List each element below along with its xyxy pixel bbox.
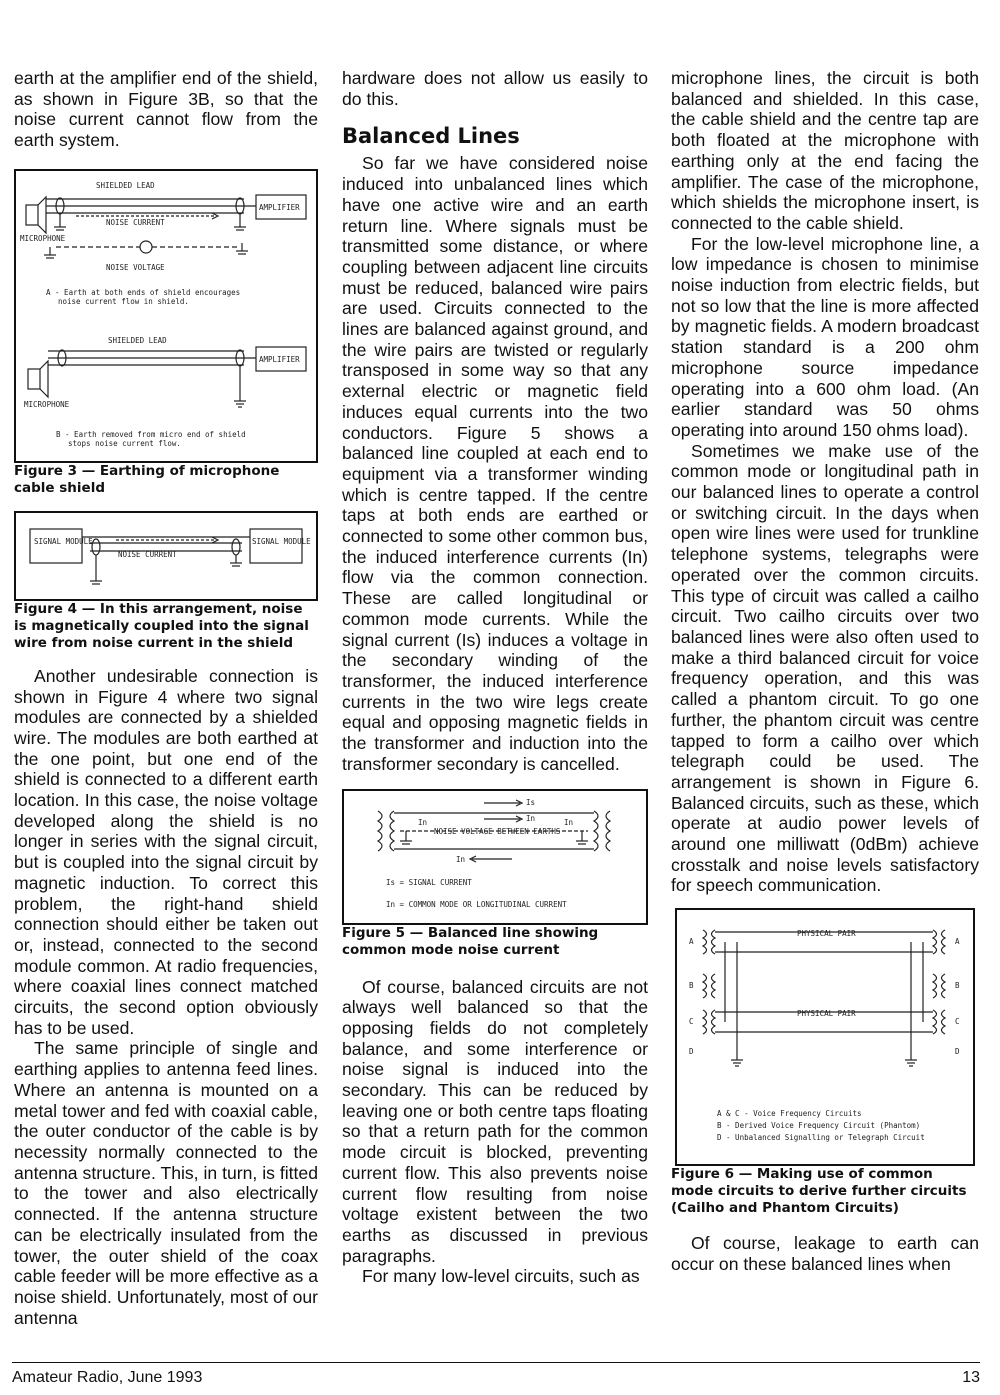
fig6-physical-pair-1: PHYSICAL PAIR (797, 929, 856, 939)
paragraph: For the low-level microphone line, a low impedance is chosen to minimise noise induction from electric fields, but not so low that the line is more affected by magnetic fields. A modern broadcast station standard is a 200 ohm microphone source impedance operating into a 600 ohm load. (An earlier standard was 50 ohms operating into around 150 ohms load). (671, 233, 979, 440)
fig6-legend-2: B - Derived Voice Frequency Circuit (Phantom) (717, 1121, 921, 1131)
figure-6 (675, 908, 975, 1166)
fig5-is-label: Is (526, 797, 536, 807)
publication-info: Amateur Radio, June 1993 (12, 1369, 203, 1386)
column-2 (342, 68, 648, 1287)
figure-5-diagram (344, 791, 646, 923)
fig3-a-noise-voltage: NOISE VOLTAGE (106, 262, 165, 272)
fig4-signal-module-right: SIGNAL MODULE (252, 536, 311, 546)
paragraph: So far we have considered noise induced into unbalanced lines which have one active wire and an earth return line. Where signals must be transmitted some distance, or where coupling between adjacent line circuits must be reduced, balanced wire pairs are used. Circuits connected to the lines are balanced against ground, and the wire pairs are twisted or regularly transposed in some way so that any external electric or magnetic field induces equal currents into the two conductors. Figure 5 shows a balanced line coupled at each end to equipment via a transformer winding which is centre tapped. If the centre taps at both ends are earthed or connected to some other common bus, the induced interference currents (In) flow via the common connection. These are called longitudinal or common mode currents. While the signal current (Is) induces a voltage in the secondary winding of the transformer, the induced interference currents in the two wire legs create equal and opposing magnetic fields in the transformer and induction into the transformer secondary is cancelled. (342, 153, 648, 774)
fig3-b-amplifier: AMPLIFIER (259, 354, 300, 364)
fig6-physical-pair-2: PHYSICAL PAIR (797, 1009, 856, 1019)
column-1 (14, 68, 318, 1328)
column-3 (671, 68, 979, 1275)
fig6-label-a-right: A (955, 937, 960, 947)
paragraph: Of course, balanced circuits are not always well balanced so that the opposing fields do not completely balance, and some interference or noise signal is induced into the secondary. This can be reduced by leaving one or both centre taps floating so that a return path for the common mode circuit is blocked, preventing current flow. This also prevents noise current flow resulting from noise voltage existent between the two earths as discussed in previous paragraphs. (342, 976, 648, 1266)
figure-5-caption: Figure 5 — Balanced line showing common mode noise current (342, 924, 599, 958)
figure-4-diagram (16, 513, 316, 599)
fig5-in-label-top: In (526, 813, 536, 823)
figure-6-caption: Figure 6 — Making use of common mode circuits to derive further circuits (Cailho and Phantom Circuits) (671, 1166, 967, 1217)
figure-3-caption: Figure 3 — Earthing of microphone cable shield (14, 462, 280, 496)
fig5-noise-voltage: NOISE VOLTAGE BETWEEN EARTHS (434, 826, 561, 836)
fig3-b-microphone: MICROPHONE (24, 399, 70, 409)
figure-5 (342, 789, 648, 925)
fig6-label-d-right: D (955, 1047, 960, 1057)
fig3-b-note-line2: stops noise current flow. (68, 438, 181, 448)
figure-3-diagram (16, 171, 316, 461)
fig5-in-label-bottom: In (456, 854, 466, 864)
fig4-noise-current: NOISE CURRENT (118, 549, 177, 559)
figure-4-caption: Figure 4 — In this arrangement, noise is magnetically coupled into the signal wire from noise current in the shield (14, 600, 309, 651)
fig6-label-c-right: C (955, 1017, 960, 1027)
fig6-label-c-left: C (689, 1017, 694, 1027)
fig3-a-shielded-lead: SHIELDED LEAD (96, 180, 155, 190)
fig3-a-note-line2: noise current flow in shield. (58, 296, 189, 306)
paragraph: For many low-level circuits, such as (362, 1266, 640, 1287)
paragraph: Of course, leakage to earth can occur on these balanced lines when (671, 1233, 979, 1274)
paragraph: microphone lines, the circuit is both balanced and shielded. In this case, the cable shield and the centre tap are both floated at the microphone with earthing only at the end facing the amplifier. The case of the microphone, which shields the microphone insert, is connected to the cable shield. (671, 68, 979, 233)
fig6-legend-3: D - Unbalanced Signalling or Telegraph Circuit (717, 1133, 925, 1143)
fig3-a-noise-current: NOISE CURRENT (106, 217, 165, 227)
page-number: 13 (962, 1369, 980, 1386)
fig5-in-label-left: In (418, 817, 428, 827)
fig3-a-note-line1: A - Earth at both ends of shield encourages (46, 287, 241, 297)
fig5-legend-in: In = COMMON MODE OR LONGITUDINAL CURRENT (386, 899, 567, 909)
fig6-legend-1: A & C - Voice Frequency Circuits (717, 1109, 862, 1119)
fig6-label-b-left: B (689, 981, 694, 991)
fig5-in-label-right: In (564, 817, 574, 827)
fig3-b-note-line1: B - Earth removed from micro end of shield (56, 429, 246, 439)
fig6-label-d-left: D (689, 1047, 694, 1057)
paragraph: earth at the amplifier end of the shield, as shown in Figure 3B, so that the noise current cannot flow from the earth system. (14, 68, 318, 151)
paragraph: hardware does not allow us easily to do this. (342, 68, 648, 109)
fig4-signal-module-left: SIGNAL MODULE (34, 536, 93, 546)
figure-4 (14, 511, 318, 601)
fig3-a-amplifier: AMPLIFIER (259, 202, 300, 212)
fig5-legend-is: Is = SIGNAL CURRENT (386, 877, 472, 887)
paragraph: Another undesirable connection is shown in Figure 4 where two signal modules are connected by a shielded wire. The modules are both earthed at the one point, but one end of the shield is connected to a different earth location. In this case, the noise voltage developed along the shield is no longer in series with the signal circuit, but is coupled into the signal circuit by magnetic induction. To correct this problem, the right-hand shield connection should either be taken out or, instead, connected to the second module common. At radio frequencies, where coaxial lines connect matched circuits, the second option obviously has to be used. (14, 665, 318, 1038)
fig3-a-microphone: MICROPHONE (20, 233, 66, 243)
fig6-label-b-right: B (955, 981, 960, 991)
section-heading: Balanced Lines (342, 124, 520, 149)
paragraph: The same principle of single and earthing applies to antenna feed lines. Where an antenna is mounted on a metal tower and fed with coaxial cable, the outer conductor of the cable is by necessity normally connected to the antenna structure. This, in turn, is fitted to the tower and also electrically connected. If the antenna structure can be electrically insulated from the tower, the outer shield of the coax cable feeder will be more effective as a noise shield. Unfortunately, most of our antenna (14, 1038, 318, 1328)
page-footer (12, 1362, 980, 1387)
fig6-label-a-left: A (689, 937, 694, 947)
paragraph: Sometimes we make use of the common mode or longitudinal path in our balanced lines to operate a control or switching circuit. In the days when open wire lines were used for trunkline telephone systems, telegraphs were operated over the common circuits. This type of circuit was called a cailho circuit. Two cailho circuits over two balanced lines were also often used to make a third balanced circuit for voice frequency operation, and this was called a phantom circuit. To go one further, the phantom circuit was centre tapped to form a cailho over which telegraph could be used. The arrangement is shown in Figure 6. Balanced circuits, such as these, which operate at audio power levels of around one milliwatt (0dBm) achieve crosstalk and noise levels satisfactory for speech communication. (671, 440, 979, 896)
figure-3 (14, 169, 318, 463)
fig3-b-shielded-lead: SHIELDED LEAD (108, 335, 167, 345)
figure-6-diagram (677, 910, 973, 1164)
